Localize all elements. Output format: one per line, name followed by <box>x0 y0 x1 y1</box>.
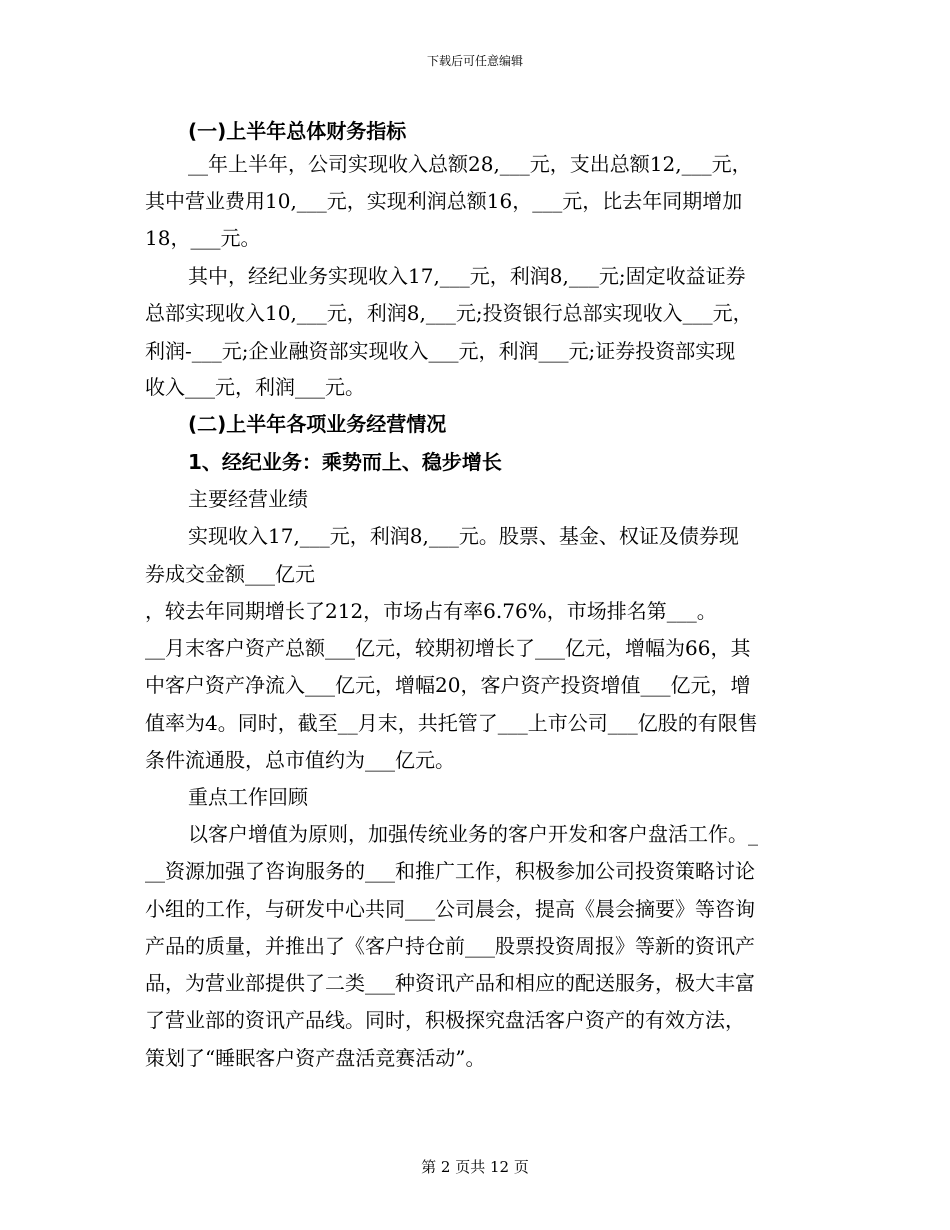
paragraph-line: 条件流通股，总市值约为___亿元。 <box>145 748 455 772</box>
paragraph-line: __月末客户资产总额___亿元，较期初增长了___亿元，增幅为66，其 <box>145 636 751 660</box>
paragraph-line: 券成交金额___亿元 <box>145 562 315 586</box>
paragraph-line: 实现收入17,___元，利润8,___元。股票、基金、权证及债券现 <box>188 524 739 548</box>
section-heading-business-operations: (二)上半年各项业务经营情况 <box>188 412 447 436</box>
section-heading-financial-indicators: (一)上半年总体财务指标 <box>188 119 407 143</box>
paragraph-line: __年上半年，公司实现收入总额28,___元，支出总额12,___元， <box>188 152 752 176</box>
paragraph-line: 小组的工作，与研发中心共同___公司晨会，提高《晨会摘要》等咨询 <box>145 897 755 921</box>
paragraph-line: ，较去年同期增长了212，市场占有率6.76%，市场排名第___。 <box>145 599 717 623</box>
paragraph-line: 收入___元，利润___元。 <box>145 375 365 399</box>
paragraph-line: __资源加强了咨询服务的___和推广工作，积极参加公司投资策略讨论 <box>145 859 755 883</box>
paragraph-line: 其中，经纪业务实现收入17,___元，利润8,___元;固定收益证券 <box>188 264 746 288</box>
paragraph-line: 产品的质量，并推出了《客户持仓前___股票投资周报》等新的资讯产 <box>145 934 755 958</box>
paragraph-line: 策划了“睡眠客户资产盘活竞赛活动”。 <box>145 1046 486 1070</box>
paragraph-line: 总部实现收入10,___元，利润8,___元;投资银行总部实现收入___元， <box>145 301 753 325</box>
subheading-key-work-review: 重点工作回顾 <box>188 785 308 809</box>
paragraph-line: 中客户资产净流入___亿元，增幅20，客户资产投资增值___亿元，增 <box>145 673 751 697</box>
subheading-main-performance: 主要经营业绩 <box>188 487 308 511</box>
paragraph-line: 以客户增值为原则，加强传统业务的客户开发和客户盘活工作。_ <box>188 822 758 846</box>
paragraph-line: 值率为4。同时，截至__月末，共托管了___上市公司___亿股的有限售 <box>145 711 758 735</box>
paragraph-line: 品，为营业部提供了二类___种资讯产品和相应的配送服务，极大丰富 <box>145 971 755 995</box>
paragraph-line: 了营业部的资讯产品线。同时，积极探究盘活客户资产的有效方法， <box>145 1008 745 1032</box>
paragraph-line: 其中营业费用10,___元，实现利润总额16，___元，比去年同期增加 <box>145 189 743 213</box>
page-header: 下载后可任意编辑 <box>426 54 523 68</box>
paragraph-line: 利润-___元;企业融资部实现收入___元，利润___元;证券投资部实现 <box>145 339 736 363</box>
page-number-footer: 第 2 页共 12 页 <box>421 1158 529 1176</box>
subsection-heading-brokerage: 1、经纪业务：乘势而上、稳步增长 <box>188 450 502 474</box>
paragraph-line: 18，___元。 <box>145 226 261 250</box>
